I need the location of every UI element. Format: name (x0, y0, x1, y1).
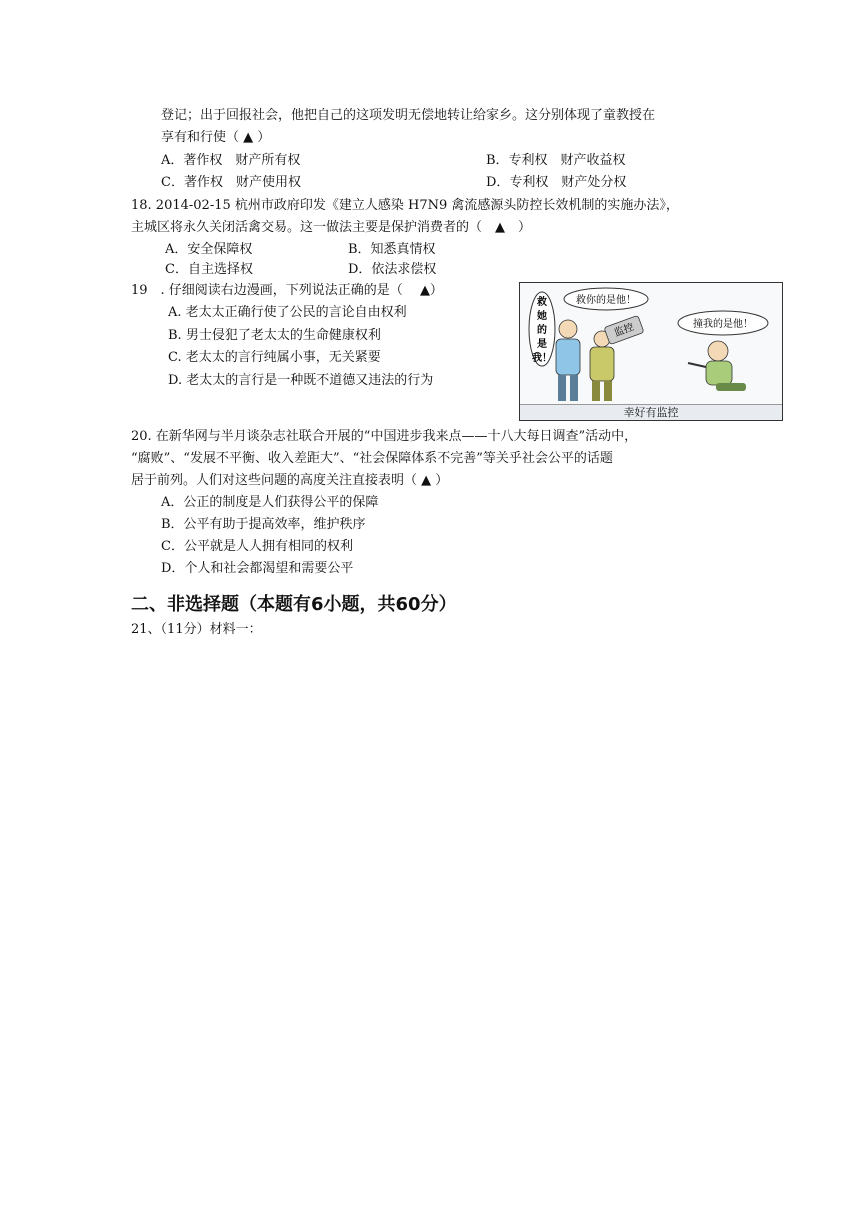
q20-stem-line1: 20. 在新华网与半月谈杂志社联合开展的“中国进步我来点——十八大每日调查”活动中， (131, 429, 638, 444)
q20-option-a: A．公正的制度是人们获得公平的保障 (161, 495, 379, 510)
cartoon-caption: 幸好有监控 (520, 404, 782, 420)
q19-option-a: A. 老太太正确行使了公民的言论自由权利 (168, 305, 407, 320)
cartoon-bubble-right: 撞我的是他！ (693, 319, 753, 330)
q18-stem-line2: 主城区将永久关闭活禽交易。这一做法主要是保护消费者的（ ▲ ） (131, 220, 531, 235)
q17-stem-line2: 享有和行使（ ▲ ） (161, 130, 271, 145)
q17-option-c: C．著作权 财产使用权 (161, 175, 301, 190)
q17-option-d: D．专利权 财产处分权 (486, 175, 627, 190)
cartoon-bubble-left-1: 救 (537, 297, 547, 308)
q17-option-a: A．著作权 财产所有权 (161, 153, 301, 168)
q21-stem: 21、（11分）材料一： (131, 622, 262, 637)
q20-stem-line2: “腐败”、“发展不平衡、收入差距大”、“社会保障体系不完善”等关乎社会公平的话题 (131, 451, 613, 466)
q19-stem: 19 . 仔细阅读右边漫画，下列说法正确的是（ ▲） (131, 283, 443, 298)
cartoon-bubble-left-4: 是 (537, 339, 547, 350)
q18-option-d: D．依法求偿权 (348, 262, 437, 277)
q18-option-b: B．知悉真情权 (348, 242, 436, 257)
cartoon-bubble-left-2: 她 (537, 311, 547, 322)
q19-option-c: C. 老太太的言行纯属小事，无关紧要 (168, 350, 381, 365)
q19-option-b: B. 男士侵犯了老太太的生命健康权利 (168, 328, 381, 343)
q18-option-c: C．自主选择权 (165, 262, 253, 277)
q18-option-a: A．安全保障权 (165, 242, 253, 257)
section-heading: 二、非选择题（本题有6小题，共60分） (131, 594, 457, 615)
q17-stem-line1: 登记；出于回报社会，他把自己的这项发明无偿地转让给家乡。这分别体现了童教授在 (161, 108, 656, 123)
cartoon-bubble-left-5: 我！ (532, 353, 552, 364)
q20-option-c: C．公平就是人人拥有相同的权利 (161, 539, 353, 554)
cartoon-image (519, 282, 783, 421)
q20-option-d: D．个人和社会都渴望和需要公平 (161, 561, 354, 576)
q18-stem-line1: 18. 2014-02-15 杭州市政府印发《建立人感染 H7N9 禽流感源头防控长效机制的实施办法》， (131, 198, 679, 213)
q17-option-b: B．专利权 财产收益权 (486, 153, 626, 168)
q20-option-b: B．公平有助于提高效率，维护秩序 (161, 517, 366, 532)
cartoon-bubble-mid: 救你的是他！ (576, 295, 636, 306)
q19-option-d: D. 老太太的言行是一种既不道德又违法的行为 (168, 373, 434, 388)
q20-stem-line3: 居于前列。人们对这些问题的高度关注直接表明（ ▲ ） (131, 473, 449, 488)
cartoon-sign: 监控 (612, 321, 636, 340)
cartoon-bubble-left-3: 的 (537, 325, 547, 336)
